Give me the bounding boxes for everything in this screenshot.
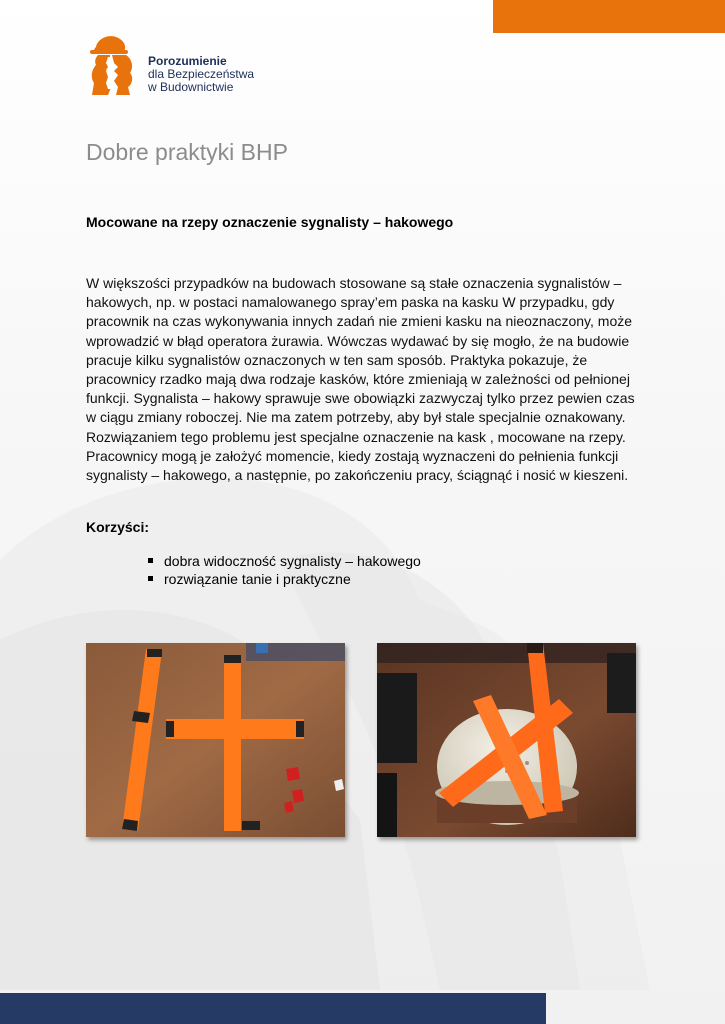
square-bullet-icon xyxy=(148,558,153,563)
logo-line-3: w Budownictwie xyxy=(148,80,234,94)
velcro-strips-photo xyxy=(86,643,345,837)
logo-line-1: Porozumienie xyxy=(148,54,227,68)
logo-line-2: dla Bezpieczeństwa xyxy=(148,67,255,81)
benefits-heading: Korzyści: xyxy=(86,519,150,535)
list-item xyxy=(148,552,421,570)
logo-text xyxy=(148,55,254,94)
logo-faces-icon xyxy=(86,33,136,97)
benefit-text: rozwiązanie tanie i praktyczne xyxy=(164,571,351,587)
body-paragraph: W większości przypadków na budowach stosowane są stałe oznaczenia sygnalistów – hakowych, np. w postaci namalowanego spray’em paska na kasku W przypadku, gdy pracownik na czas wykonywania innych zadań nie zmieni kasku na nieoznaczony, może wprowadzić w błąd operatora żurawia. Wówczas wydawać by się mogło, że na budowie pracuje kilku sygnalistów oznaczonych w ten sam sposób. Praktyka pokazuje, że pracownicy rzadko mają dwa rodzaje kasków, które zmieniają w zależności od pełnionej funkcji. Sygnalista – hakowy sprawuje swe obowiązki zazwyczaj tylko przez pewien czas w ciągu zmiany roboczej. Nie ma zatem potrzeby, aby był stale specjalnie oznakowany. Rozwiązaniem tego problemu jest specjalne oznaczenie na kask , mocowane na rzepy. Pracownicy mogą je założyć momencie, kiedy zostają wyznaczeni do pełnienia funkcji sygnalisty – hakowego, a następnie, po zakończeniu pracy, ściągnąć i nosić w kieszeni. xyxy=(86,275,635,484)
document-title: Dobre praktyki BHP xyxy=(86,139,288,165)
top-accent-bar xyxy=(493,0,725,33)
list-item xyxy=(148,570,421,588)
square-bullet-icon xyxy=(148,576,153,581)
organization-logo xyxy=(86,33,266,99)
helmet-with-strips-photo xyxy=(377,643,636,837)
benefit-text: dobra widoczność sygnalisty – hakowego xyxy=(164,553,421,569)
section-subtitle: Mocowane na rzepy oznaczenie sygnalisty – hakowego xyxy=(86,214,454,230)
benefits-list xyxy=(148,552,421,588)
bottom-accent-bar xyxy=(0,993,546,1024)
